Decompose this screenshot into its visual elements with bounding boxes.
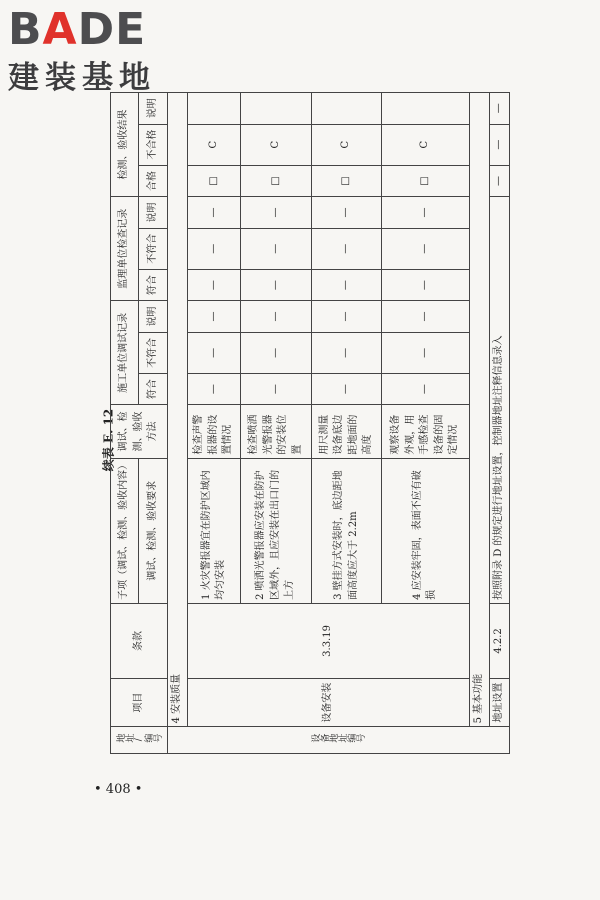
row4-fail: C [382,124,469,165]
logo-letter: B [8,4,43,55]
header-conform-1: 符合 [139,373,167,404]
table-row [187,93,241,754]
row2-c2: — [241,332,311,373]
logo-wordmark [8,6,183,54]
header-clause: 条款 [111,603,168,678]
row2-method: 检查喷洒光警报器的安装位置 [241,405,311,458]
row3-requirement: 3 壁挂方式安装时，底边距地面高度应大于 2.2m [311,458,381,603]
row1-fail: C [187,124,241,165]
section-5-label: 5 基本功能 [469,93,489,727]
header-requirement: 调试、检测、验收要求 [139,458,167,603]
row2-c1: — [241,373,311,404]
row2-s2: — [241,228,311,269]
header-addr-text: 地址/编号 [115,734,162,745]
table-row [489,93,509,754]
page-number: • 408 • [94,782,143,797]
header-remark-1: 说明 [139,301,167,332]
header-remark-2: 说明 [139,197,167,228]
logo-subtitle: 建装基地 [8,60,156,96]
row1-c3: — [187,301,241,332]
table-caption: 续表 E. 12 [101,408,116,472]
row2-s3: — [241,197,311,228]
row3-remark [311,93,381,125]
row2-remark [241,93,311,125]
row3-c2: — [311,332,381,373]
row4-requirement: 4 应安装牢固，表面不应有破损 [382,458,469,603]
header-item: 项目 [111,678,168,726]
row4-s1: — [382,269,469,300]
logo-letter-accent: A [42,4,78,55]
header-supervision: 监理单位检查记录 [111,197,139,301]
row2-c3: — [241,301,311,332]
row3-s3: — [311,197,381,228]
row1-pass-checkbox[interactable]: □ [187,165,241,196]
addr-label: 设备地址编号 [311,734,366,745]
row2-requirement: 2 喷洒光警报器应安装在防护区域外，且应安装在出口门的上方 [241,458,311,603]
row2-fail: C [241,124,311,165]
row1-c1: — [187,373,241,404]
section-4-label: 4 安装质量 [167,93,187,727]
row4-method: 观察设备外观，用手感检查设备的固定情况 [382,405,469,458]
header-conform-2: 符合 [139,269,167,300]
row2-s1: — [241,269,311,300]
brand-logo [8,6,183,98]
group-clause: 3.3.19 [187,603,469,678]
header-remark-3: 说明 [139,93,167,125]
row4-pass-checkbox[interactable]: □ [382,165,469,196]
row3-method: 用尺测量设备底边距地面的高度 [311,405,381,458]
row4-c2: — [382,332,469,373]
last-dash-3: — [489,93,509,125]
addr-cell [167,727,509,754]
row3-s2: — [311,228,381,269]
row4-s3: — [382,197,469,228]
row3-c3: — [311,301,381,332]
header-subitem: 子项（调试、检测、验收内容） [111,458,139,603]
row1-requirement: 1 火灾警报器宜在防护区域内均匀安装 [187,458,241,603]
last-content: 按照附录 D 的规定进行地址设置，控制器地址注释信息录入 [489,197,509,604]
row4-c3: — [382,301,469,332]
header-row-1 [111,93,139,754]
last-dash-1: — [489,165,509,196]
row4-s2: — [382,228,469,269]
row2-pass-checkbox[interactable]: □ [241,165,311,196]
row1-s2: — [187,228,241,269]
row3-pass-checkbox[interactable]: □ [311,165,381,196]
row1-s1: — [187,269,241,300]
row1-method: 检查声警报器的设置情况 [187,405,241,458]
inspection-table [110,92,510,754]
logo-letters: DE [77,4,147,55]
row3-fail: C [311,124,381,165]
group-item: 设备安装 [187,678,469,726]
header-addr [111,727,168,754]
section-4-row [167,93,187,754]
last-dash-2: — [489,124,509,165]
header-pass: 合格 [139,165,167,196]
row1-remark [187,93,241,125]
row1-s3: — [187,197,241,228]
row4-c1: — [382,373,469,404]
header-acceptance: 检测、验收结果 [111,93,139,197]
header-nonconform-1: 不符合 [139,332,167,373]
row1-c2: — [187,332,241,373]
last-clause: 4.2.2 [489,603,509,678]
header-fail: 不合格 [139,124,167,165]
row3-c1: — [311,373,381,404]
header-nonconform-2: 不符合 [139,228,167,269]
header-method: 调试、检测、验收方法 [111,405,168,458]
table-container [110,92,510,754]
row3-s1: — [311,269,381,300]
last-item: 地址设置 [489,678,509,726]
section-5-row [469,93,489,754]
header-construction: 施工单位调试记录 [111,301,139,405]
row4-remark [382,93,469,125]
